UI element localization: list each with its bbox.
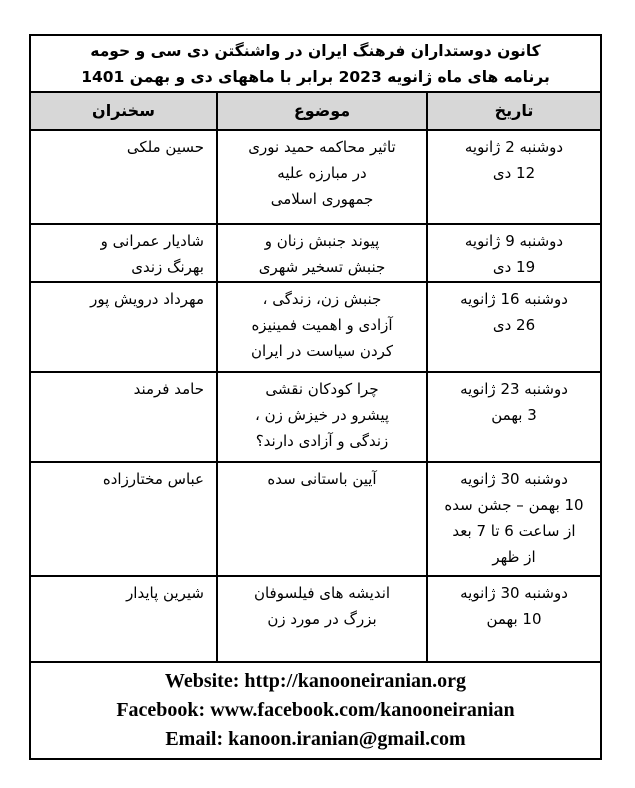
program-title <box>31 36 600 93</box>
date-cell-line: دوشنبه 16 ژانویه <box>460 290 568 308</box>
date-cell <box>426 281 600 371</box>
date-cell-line: 10 بهمن – جشن سده <box>444 496 584 514</box>
topic-cell-line: بزرگ در مورد زن <box>267 610 377 628</box>
speaker-cell <box>31 129 216 223</box>
date-cell-line: دوشنبه 2 ژانویه <box>464 138 564 156</box>
speaker-cell-line: حسین ملکی <box>126 138 204 156</box>
date-cell <box>426 461 600 575</box>
topic-cell-line: جنبش زن، زندگی ، <box>262 290 382 308</box>
date-cell <box>426 371 600 461</box>
date-cell <box>426 575 600 661</box>
topic-cell-line: در مبارزه علیه <box>277 164 367 182</box>
website-text: Website: http://kanooneiranian.org <box>164 670 467 692</box>
date-cell-line: 26 دی <box>492 316 536 334</box>
topic-cell <box>216 223 426 281</box>
date-cell <box>426 129 600 223</box>
topic-cell-line: تاثیر محاکمه حمید نوری <box>248 138 396 156</box>
topic-cell-line: پیشرو در خیزش زن ، <box>254 406 390 424</box>
topic-cell-line: زندگی و آزادی دارند؟ <box>255 432 389 450</box>
date-cell <box>426 223 600 281</box>
topic-cell-line: پیوند جنبش زنان و <box>264 232 380 250</box>
title-line-1: کانون دوستداران فرهنگ ایران در واشنگتن دی سی و حومه <box>90 42 541 60</box>
speaker-cell <box>31 461 216 575</box>
topic-cell-line: اندیشه های فیلسوفان <box>253 584 391 602</box>
date-cell-line: دوشنبه 23 ژانویه <box>460 380 568 398</box>
topic-cell <box>216 129 426 223</box>
topic-cell-line: جمهوری اسلامی <box>270 190 374 208</box>
speaker-cell-line: عباس مختارزاده <box>102 470 204 488</box>
speaker-cell <box>31 371 216 461</box>
date-cell-line: از ساعت 6 تا 7 بعد <box>452 522 576 540</box>
header-date: تاریخ <box>426 93 600 129</box>
date-cell-line: 10 بهمن <box>486 610 542 628</box>
date-cell-line: دوشنبه 30 ژانویه <box>460 470 568 488</box>
topic-cell <box>216 575 426 661</box>
date-cell-line: دوشنبه 9 ژانویه <box>464 232 564 250</box>
program-sheet <box>29 34 602 760</box>
date-cell-line: دوشنبه 30 ژانویه <box>460 584 568 602</box>
topic-cell-line: آزادی و اهمیت فمینیزه <box>251 316 393 334</box>
header-speaker: سخنران <box>31 93 216 129</box>
speaker-cell-line: بهرنگ زندی <box>131 258 204 276</box>
speaker-cell-line: حامد فرمند <box>133 380 204 398</box>
speaker-cell <box>31 223 216 281</box>
date-cell-line: از ظهر <box>492 548 536 566</box>
topic-cell-line: کردن سیاست در ایران <box>250 342 394 360</box>
speaker-cell <box>31 281 216 371</box>
speaker-cell <box>31 575 216 661</box>
topic-cell-line: آیین باستانی سده <box>267 470 377 488</box>
speaker-cell-line: مهرداد درویش پور <box>90 290 204 308</box>
date-cell-line: 3 بهمن <box>491 406 537 424</box>
program-table <box>31 93 600 663</box>
speaker-cell-line: شادیار عمرانی و <box>100 232 204 250</box>
date-cell-line: 19 دی <box>492 258 536 276</box>
facebook-text: Facebook: www.facebook.com/kanooneiranian <box>116 699 515 721</box>
topic-cell <box>216 461 426 575</box>
topic-cell <box>216 281 426 371</box>
date-cell-line: 12 دی <box>492 164 536 182</box>
speaker-cell-line: شیرین پایدار <box>126 584 204 602</box>
topic-cell-line: چرا کودکان نقشی <box>265 380 379 398</box>
title-line-2: برنامه های ماه ژانویه 2023 برابر با ماههای دی و بهمن 1401 <box>81 68 550 86</box>
email-text: Email: kanoon.iranian@gmail.com <box>165 728 466 750</box>
topic-cell-line: جنبش تسخیر شهری <box>258 258 386 276</box>
header-topic: موضوع <box>216 93 426 129</box>
contact-footer <box>31 663 600 758</box>
topic-cell <box>216 371 426 461</box>
